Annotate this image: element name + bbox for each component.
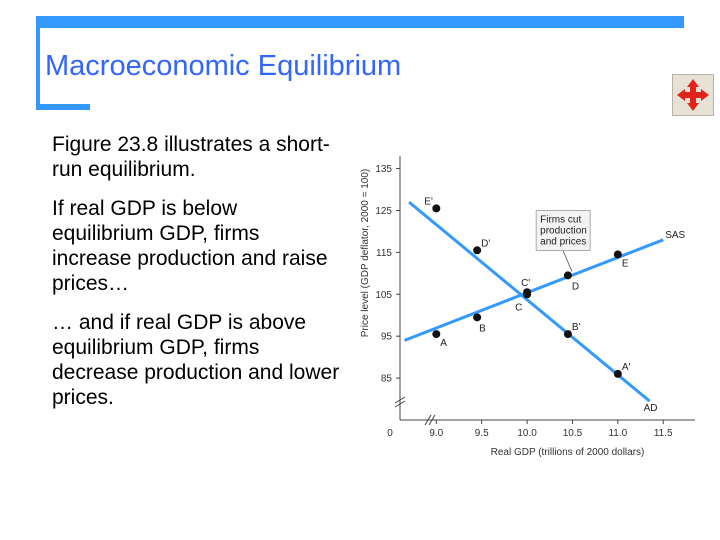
x-tick-label: 9.0 [429, 428, 444, 439]
y-tick-label: 115 [376, 247, 392, 259]
paragraph-intro: Figure 23.8 illustrates a short-run equilibrium. [52, 133, 330, 181]
point-label: D' [481, 238, 491, 250]
annotation-text: and prices [540, 236, 587, 248]
point-a [432, 330, 440, 338]
point-d-prime [473, 246, 481, 254]
paragraph-below-equilibrium: If real GDP is below equilibrium GDP, firms increase production and raise prices… [52, 197, 328, 295]
curve-sas [405, 240, 664, 341]
ad-curve-label: AD [643, 403, 658, 415]
x-axis-title: Real GDP (trillions of 2000 dollars) [490, 447, 645, 458]
point-label: E [621, 258, 629, 270]
title-frame-top-bar [36, 16, 684, 28]
x-tick-label: 10.5 [562, 428, 583, 439]
point-d [564, 271, 572, 279]
x-tick-label: 11.5 [653, 428, 673, 439]
y-tick-label: 135 [375, 164, 392, 176]
x-origin-label: 0 [387, 428, 393, 439]
sas-curve-label: SAS [665, 229, 686, 241]
y-tick-label: 125 [375, 205, 392, 217]
annotation-text: production [540, 225, 587, 237]
point-label: B' [571, 322, 581, 334]
point-c [523, 290, 531, 298]
point-label: C' [521, 278, 531, 290]
annotation-text: Firms cut [540, 214, 582, 226]
point-b-prime [564, 330, 572, 338]
y-tick-label: 105 [375, 289, 392, 301]
equilibrium-chart [350, 140, 710, 470]
point-label: A' [621, 361, 631, 373]
title-frame-left-bar [36, 16, 40, 108]
move-arrows-icon [677, 79, 709, 111]
point-e-prime [432, 204, 440, 212]
point-b [473, 313, 481, 321]
title-frame-bottom-bar [36, 104, 90, 110]
point-label: A [440, 338, 447, 350]
curve-ad [409, 202, 650, 401]
y-tick-label: 95 [380, 331, 392, 343]
x-tick-label: 10.0 [517, 428, 537, 439]
y-tick-label: 85 [380, 373, 392, 385]
point-e [614, 250, 622, 258]
point-label: E' [424, 196, 433, 208]
x-tick-label: 9.5 [474, 428, 489, 439]
annotation-pointer [562, 248, 572, 271]
move-button[interactable] [672, 74, 714, 116]
slide-body [52, 132, 342, 424]
x-tick-label: 11.0 [608, 428, 628, 439]
point-label: B [479, 323, 486, 335]
point-a-prime [614, 370, 622, 378]
point-label: D [571, 281, 580, 293]
y-axis-title: Price level (GDP deflator, 2000 = 100) [360, 168, 371, 338]
slide-title: Macroeconomic Equilibrium [45, 50, 402, 82]
point-label: C [515, 302, 523, 314]
paragraph-above-equilibrium: … and if real GDP is above equilibrium GDP, firms decrease production and lower prices. [52, 311, 340, 409]
